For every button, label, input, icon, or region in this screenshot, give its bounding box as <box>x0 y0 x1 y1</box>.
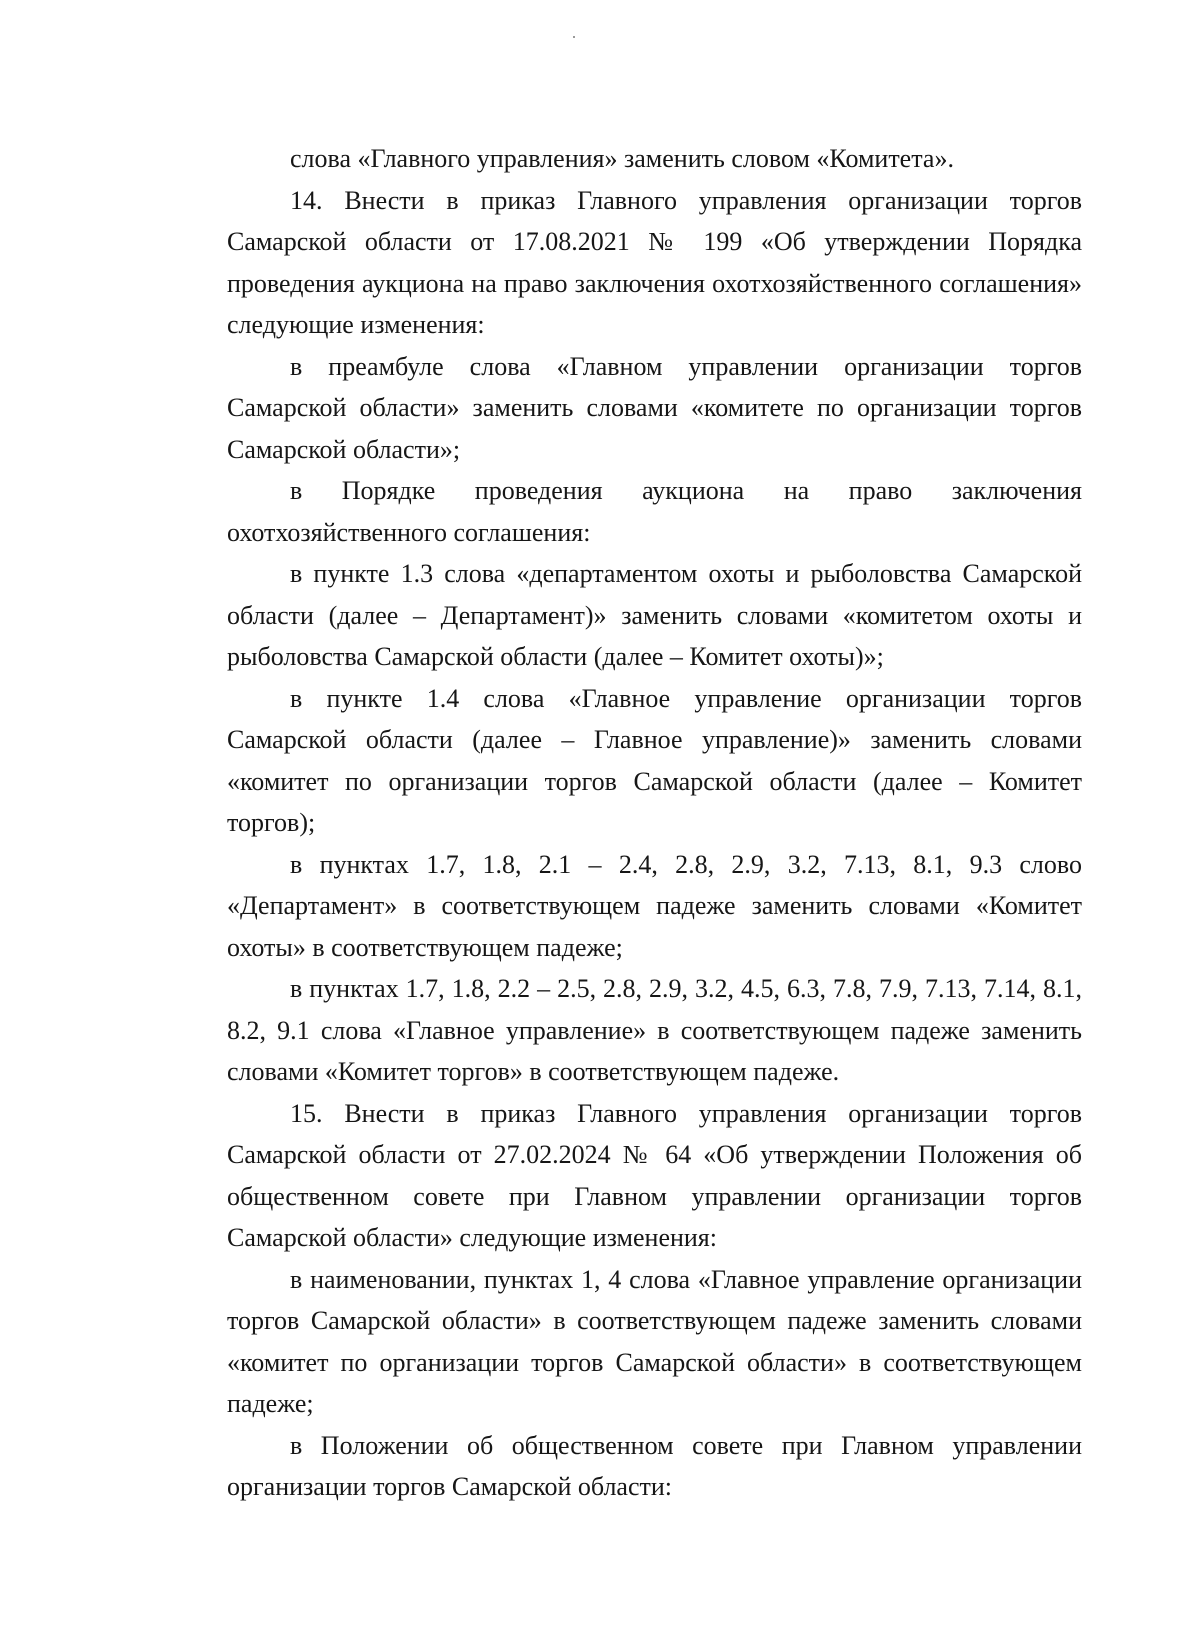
paragraph-regulation-intro: в Положении об общественном совете при Главном управлении организации торгов Самарской области: <box>227 1430 1082 1501</box>
paragraph-point-1-3: в пункте 1.3 слова «департаментом охоты и рыболовства Самарской области (далее – Департамент)» заменить словами «комитетом охоты и рыболовства Самарской области (далее – Комитет охоты)»; <box>227 559 1082 671</box>
page-dot-mark <box>573 36 575 38</box>
paragraph-points-department: в пунктах 1.7, 1.8, 2.1 – 2.4, 2.8, 2.9, 3.2, 7.13, 8.1, 9.3 слово «Департамент» в соответствующем падеже заменить словами «Комитет охоты» в соответствующем падеже; <box>227 849 1082 962</box>
document-body <box>227 138 1082 1508</box>
paragraph-item-15: 15. Внести в приказ Главного управления организации торгов Самарской области от 27.02.2024 № 64 «Об утверждении Положения об общественном совете при Главном управлении организации торгов Самарской области» следующие изменения: <box>227 1098 1082 1252</box>
paragraph-item-14: 14. Внести в приказ Главного управления организации торгов Самарской области от 17.08.2021 № 199 «Об утверждении Порядка проведения аукциона на право заключения охотхозяйственного соглашения» следующие изменения: <box>227 185 1082 339</box>
paragraph-title-points-change: в наименовании, пунктах 1, 4 слова «Главное управление организации торгов Самарской области» в соответствующем падеже заменить словами «комитет по организации торгов Самарской области» в соответствующем падеже; <box>227 1264 1082 1418</box>
paragraph-point-1-4: в пункте 1.4 слова «Главное управление организации торгов Самарской области (далее – Главное управление)» заменить словами «комитет по организации торгов Самарской области (далее – Комитет торгов); <box>227 683 1082 837</box>
paragraph-procedure-intro: в Порядке проведения аукциона на право заключения охотхозяйственного соглашения: <box>227 476 1082 547</box>
paragraph-points-main-directorate: в пунктах 1.7, 1.8, 2.2 – 2.5, 2.8, 2.9, 3.2, 4.5, 6.3, 7.8, 7.9, 7.13, 7.14, 8.1, 8.2, 9.1 слова «Главное управление» в соответствующем падеже заменить словами «Комитет торгов» в соответствующем падеже. <box>227 974 1082 1086</box>
paragraph-continuation: слова «Главного управления» заменить словом «Комитета». <box>290 144 954 173</box>
paragraph-preamble-change: в преамбуле слова «Главном управлении организации торгов Самарской области» заменить словами «комитете по организации торгов Самарской области»; <box>227 351 1082 464</box>
